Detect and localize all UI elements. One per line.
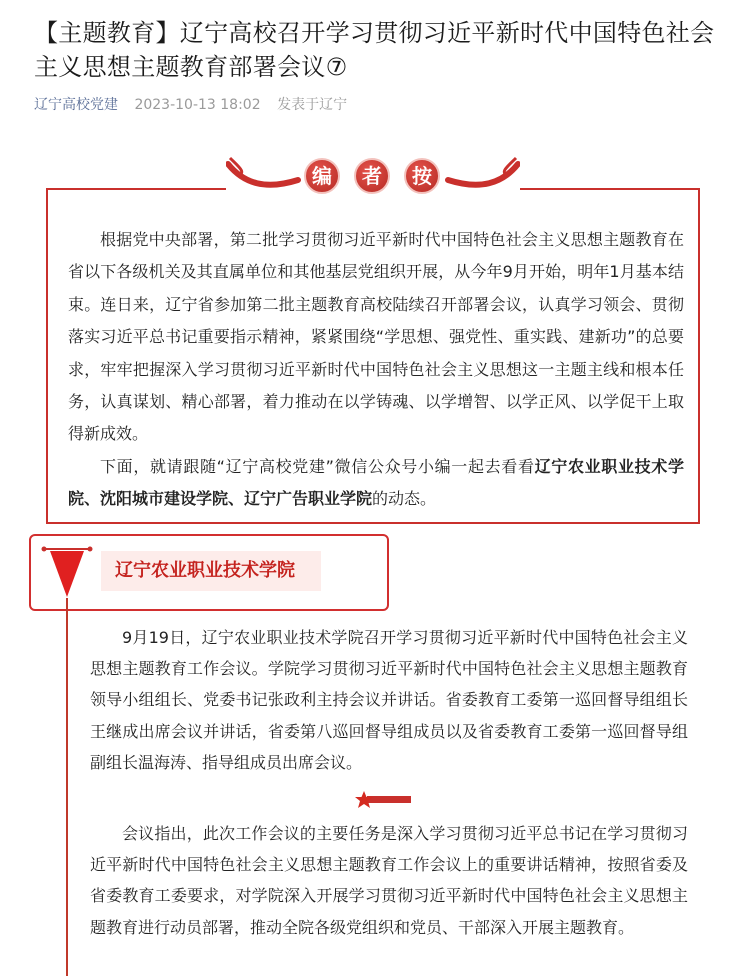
star-divider-icon — [355, 790, 415, 810]
editor-note-header — [226, 154, 520, 200]
body-paragraph: 会议指出，此次工作会议的主要任务是深入学习贯彻习近平总书记在学习贯彻习近平新时代中国特色社会主义思想主题教育工作会议上的重要讲话精神，按照省委及省委教育工委要求，对学院深入开展学习贯彻习近平新时代中国特色社会主义思想主题教育进行动员部署，推动全院各级党组织和党员、干部深入开展主题教育。 — [90, 824, 688, 937]
section-paragraph-1 — [90, 622, 688, 778]
seal-char-1: 编 — [304, 158, 340, 194]
publish-date: 2023-10-13 18:02 — [134, 97, 261, 113]
timeline-line — [66, 598, 68, 976]
seal-char-3: 按 — [404, 158, 440, 194]
college-names-bold: 辽宁农业职业技术学院、沈阳城市建设学院、辽宁广告职业学院 — [68, 456, 684, 509]
section-paragraph-2 — [90, 818, 688, 943]
article-title: 【主题教育】辽宁高校召开学习贯彻习近平新时代中国特色社会主义思想主题教育部署会议⑦ — [34, 19, 715, 81]
author-link[interactable]: 辽宁高校党建 — [34, 97, 118, 113]
body-paragraph: 9月19日，辽宁农业职业技术学院召开学习贯彻习近平新时代中国特色社会主义思想主题教育工作会议。学院学习贯彻习近平新时代中国特色社会主义思想主题教育领导小组组长、党委书记张政利主持会议并讲话。省委教育工委第一巡回督导组组长王继成出席会议并讲话，省委第八巡回督导组成员以及省委教育工委第一巡回督导组副组长温海涛、指导组成员出席会议。 — [90, 628, 688, 772]
editor-note-paragraph — [68, 451, 684, 516]
editor-note-text — [68, 224, 684, 516]
section-heading: 辽宁农业职业技术学院 — [101, 551, 321, 591]
seal-char-2: 者 — [354, 158, 390, 194]
pennant-flag-icon — [40, 545, 94, 601]
note-text-span: 下面，就请跟随“辽宁高校党建”微信公众号小编一起去看看 — [100, 456, 535, 476]
publish-location: 发表于辽宁 — [277, 97, 348, 113]
note-text-span: 的动态。 — [372, 489, 437, 509]
article-meta — [34, 94, 347, 114]
editor-note-paragraph: 根据党中央部署，第二批学习贯彻习近平新时代中国特色社会主义思想主题教育在省以下各级机关及其直属单位和其他基层党组织开展，从今年9月开始，明年1月基本结束。连日来，辽宁省参加第二批主题教育高校陆续召开部署会议，认真学习领会、贯彻落实习近平总书记重要指示精神，紧紧围绕“学思想、强党性、重实践、建新功”的总要求，牢牢把握深入学习贯彻习近平新时代中国特色社会主义思想这一主题主线和根本任务，认真谋划、精心部署，着力推动在以学铸魂、以学增智、以学正风、以学促干上取得新成效。 — [68, 230, 684, 444]
